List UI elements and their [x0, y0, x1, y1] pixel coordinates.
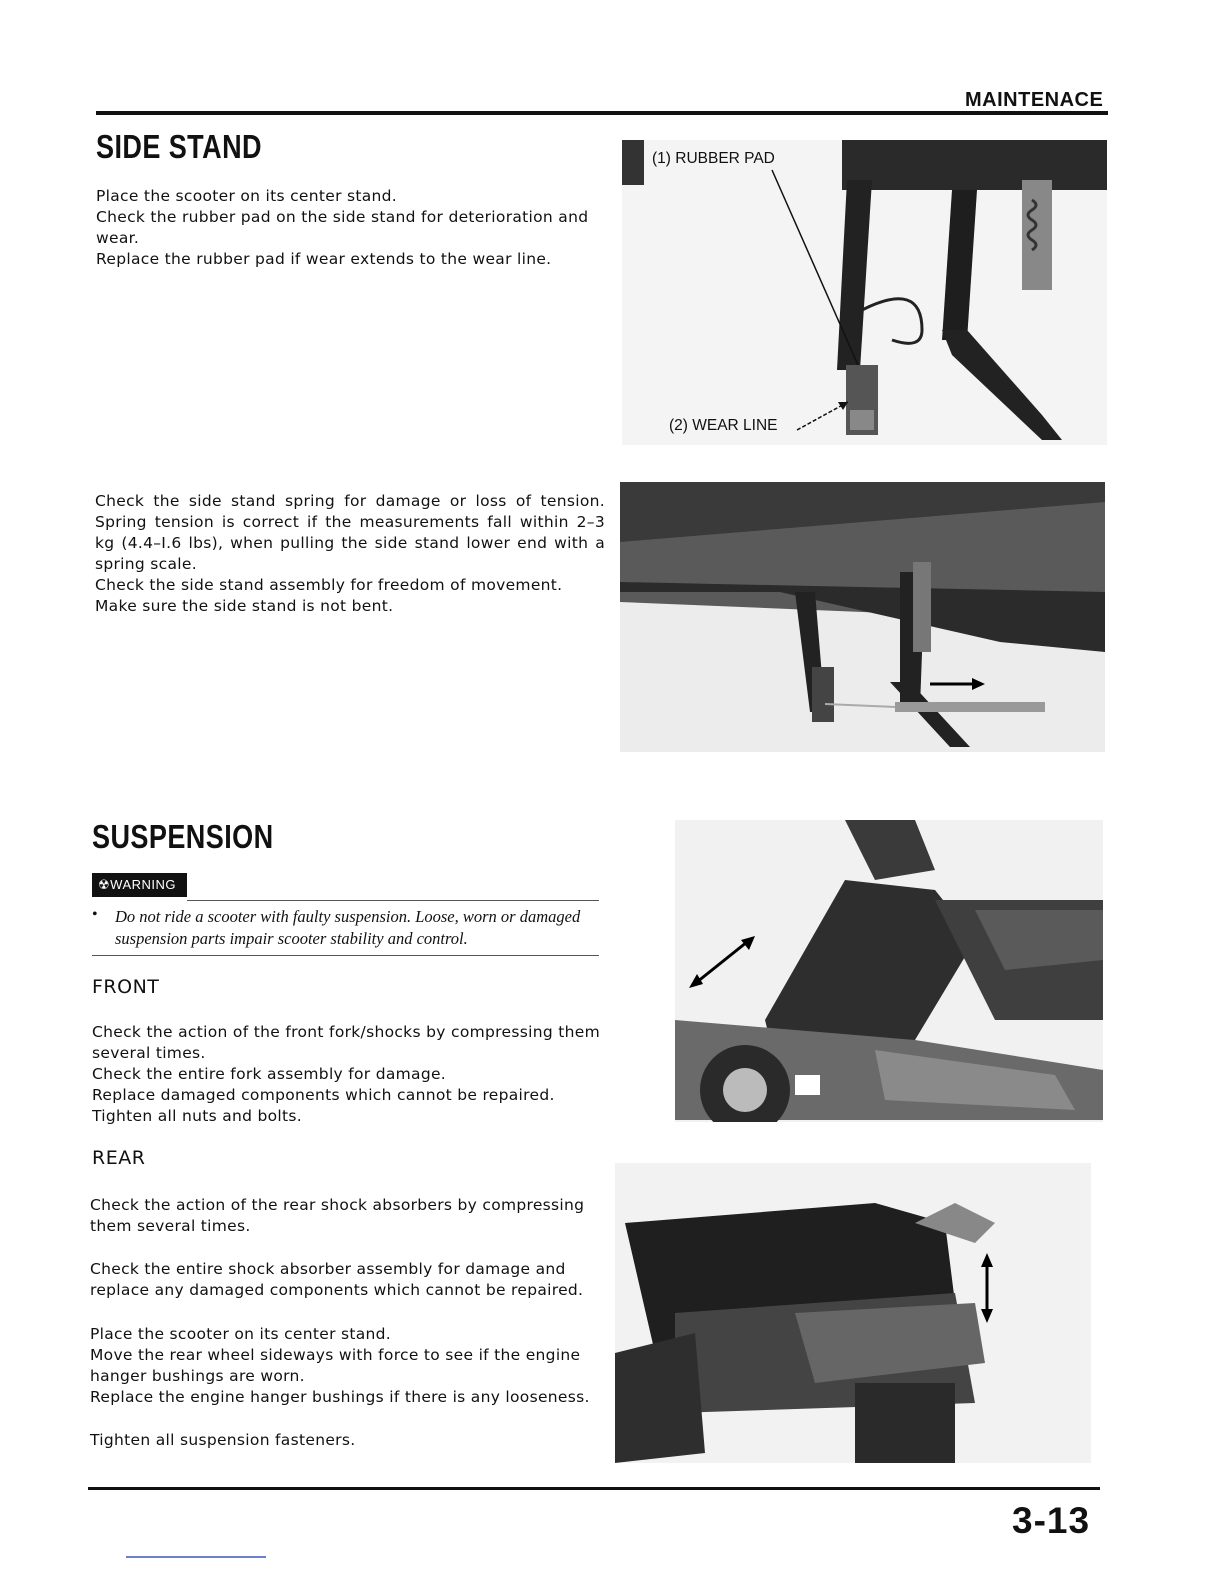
rear-line: Place the scooter on its center stand.: [90, 1325, 392, 1343]
rear-line: Replace the engine hanger bushings if there is any looseness.: [90, 1388, 590, 1406]
front-heading: FRONT: [92, 976, 160, 998]
rubber-pad-photo: [622, 140, 1107, 445]
rear-para-1: Check the action of the rear shock absorbers by compressing them several times.: [90, 1196, 585, 1235]
side-stand-spring: [95, 491, 605, 617]
rear-para-3: [90, 1324, 598, 1408]
warning-bullet: •: [92, 906, 98, 923]
footer-link-underline: [126, 1556, 266, 1558]
side-stand-title: SIDE STAND: [96, 128, 262, 165]
warning-text: Do not ride a scooter with faulty suspension. Loose, worn or damaged suspension parts impair scooter stability and control.: [115, 907, 581, 948]
rear-heading: REAR: [92, 1147, 146, 1169]
rear-line: Move the rear wheel sideways with force to see if the engine hanger bushings are worn.: [90, 1346, 581, 1385]
side-stand-intro: [96, 186, 606, 270]
intro-line: Check the rubber pad on the side stand for deterioration and wear.: [96, 208, 589, 247]
warning-bottom-rule: [92, 955, 599, 956]
intro-line: Replace the rubber pad if wear extends to the wear line.: [96, 250, 552, 268]
rear-suspension-photo: [615, 1163, 1091, 1463]
warning-label: WARNING: [110, 877, 177, 892]
wear-line-callout: (2) WEAR LINE: [669, 417, 778, 434]
page-number: 3-13: [1012, 1500, 1091, 1541]
front-line: Check the entire fork assembly for damage.: [92, 1065, 447, 1083]
rubber-pad-callout: (1) RUBBER PAD: [652, 150, 775, 167]
front-line: Check the action of the front fork/shocks by compressing them several times.: [92, 1023, 600, 1062]
front-line: Tighten all nuts and bolts.: [92, 1107, 302, 1125]
header-rule: [96, 111, 1108, 115]
spring-line: Make sure the side stand is not bent.: [95, 597, 394, 615]
section-header-label: MAINTENACE: [965, 89, 1104, 111]
intro-line: Place the scooter on its center stand.: [96, 187, 398, 205]
spring-line: Check the side stand assembly for freedom of movement.: [95, 576, 563, 594]
front-line: Replace damaged components which cannot be repaired.: [92, 1086, 555, 1104]
footer-rule: [88, 1487, 1100, 1490]
front-instructions: [92, 1022, 600, 1127]
suspension-title: SUSPENSION: [92, 818, 274, 855]
rear-para-4: Tighten all suspension fasteners.: [90, 1431, 356, 1449]
spring-scale-photo: [620, 482, 1105, 752]
warning-icon: ☢: [98, 877, 111, 892]
warning-top-rule: [187, 900, 599, 901]
warning-badge: [92, 873, 187, 897]
rear-para-2: Check the entire shock absorber assembly for damage and replace any damaged components which cannot be repaired.: [90, 1260, 584, 1299]
front-suspension-photo: [675, 820, 1103, 1122]
spring-paragraph: Check the side stand spring for damage or loss of tension. Spring tension is correct if the measurements fall within 2–3 kg (4.4–I.6 lbs), when pulling the side stand lower end with a spring scale.: [95, 492, 605, 573]
